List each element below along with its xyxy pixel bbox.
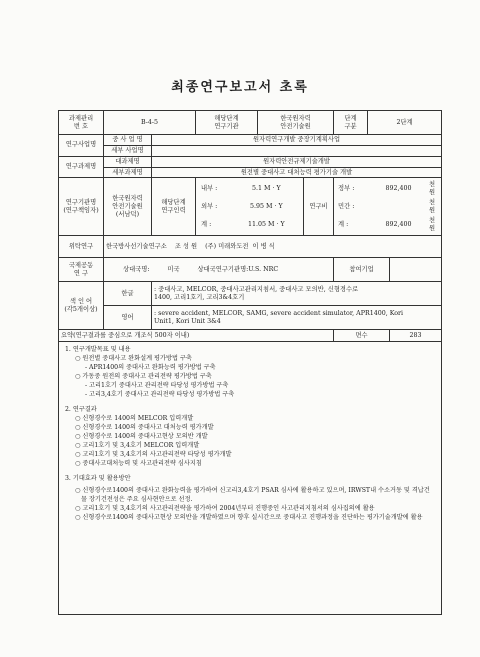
report-title: 최종연구보고서 초록 [171, 80, 309, 95]
cost-values [334, 178, 442, 236]
section-3-item: ○ 신형경수로1400의 중대사고현상 모의반을 개발하였으며 향후 실시간으로 중대사고 진행과정을 진단하는 평가기술개발에 활용 [75, 514, 423, 522]
project-sub-value: 원전별 중대사고 대처능력 평가기술 개발 [152, 167, 442, 178]
project-main-value: 원자력안전규제기술개발 [152, 156, 442, 167]
abstract-form-table [58, 110, 442, 615]
intl-agency-value: 상대국연구기관명:U.S. NRC [196, 258, 334, 282]
agency-value: 한국원자력 안전기술원 [258, 111, 334, 135]
program-row-1 [59, 135, 442, 146]
consign-row [59, 236, 442, 258]
cost-total-label: 계 : [338, 221, 349, 228]
program-row-2 [59, 145, 442, 156]
program-detail-value [152, 145, 442, 156]
intl-label: 국제공동 연 구 [59, 258, 104, 282]
external-label: 외부 : [201, 203, 218, 210]
keywords-label: 색 인 어 (각5개이상) [59, 282, 104, 330]
section-3-title: 3. 기대효과 및 활용방안 [65, 475, 131, 483]
intl-country-value: 미국 [152, 258, 196, 282]
section-2-item: ○ 중대사고대처능력 및 사고관리전략 심사지침 [75, 460, 202, 468]
project-sub-label: 세부과제명 [104, 167, 152, 178]
keywords-en-row [59, 306, 442, 330]
cost-total-value: 892,400 [385, 221, 412, 228]
org-row [59, 178, 442, 236]
abstract-body [59, 342, 442, 615]
personnel-total-value: 11.05 M · Y [248, 221, 285, 228]
program-label: 연구사업명 [59, 135, 104, 157]
pages-label: 면수 [334, 330, 390, 342]
participant-label: 참여기업 [334, 258, 390, 282]
stage-value: 2단계 [368, 111, 442, 135]
private-label: 민간 : [338, 203, 355, 210]
gov-unit: 천 원 [429, 181, 436, 196]
section-2-item: ○ 신형경수로 1400의 중대사고현상 모의반 개발 [75, 433, 208, 441]
keywords-ko-label: 한글 [104, 282, 152, 306]
keywords-ko-value: : 중대사고, MELCOR, 중대사고관리지침서, 중대사고 모의반, 신형경수로 1400, 고리1호기, 고리3&4호기 [152, 282, 442, 306]
internal-value: 5.1 M · Y [252, 185, 281, 192]
project-label: 연구과제명 [59, 156, 104, 178]
section-2-item: ○ 고리1호기 및 3,4호기의 사고관리전략 타당성 평가개발 [75, 451, 232, 459]
personnel-label: 해당단계 연구인력 [152, 178, 196, 236]
keywords-ko-row [59, 282, 442, 306]
header-row [59, 111, 442, 135]
gov-value: 892,400 [385, 185, 412, 192]
keywords-en-value: : severe accident, MELCOR, SAMG, severe accident simulator, APR1400, Kori Unit1, Kori Unit 3&4 [152, 306, 442, 330]
intl-row [59, 258, 442, 282]
pages-value: 283 [390, 330, 442, 342]
section-1-title: 1. 연구개발목표 및 내용 [65, 346, 131, 354]
section-1-item: - APR1400의 중대사고 완화능력 평가방법 구축 [85, 364, 216, 372]
summary-header-label: 요약(연구결과를 중심으로 개조식 500자 이내) [59, 330, 334, 342]
summary-header-row [59, 330, 442, 342]
agency-label: 해당단계 연구기관 [196, 111, 258, 135]
private-unit: 천 원 [429, 199, 436, 214]
project-main-label: 대과제명 [104, 156, 152, 167]
project-row-2 [59, 167, 442, 178]
section-2-item: ○ 신형경수로 1400의 MELCOR 입력개발 [75, 415, 194, 423]
stage-label: 단계 구분 [334, 111, 368, 135]
section-2-title: 2. 연구결과 [65, 406, 97, 414]
mgmt-no-value: B-4-5 [104, 111, 196, 135]
program-mid-label: 중 사 업 명 [104, 135, 152, 146]
private-value [372, 198, 425, 216]
consign-value: 한국방사선기술연구소 조 성 원 (주) 미래와도전 이 병 식 [104, 236, 442, 258]
cost-total-unit: 천 원 [429, 217, 436, 232]
intl-country-label: 상대국명: [104, 258, 152, 282]
gov-label: 정부 : [338, 185, 355, 192]
section-1-item: ○ 가동중 원전의 중대사고 관리전략 평가방법 구축 [75, 373, 212, 381]
external-value: 5.95 M · Y [250, 203, 283, 210]
personnel-total-label: 계 : [201, 221, 212, 228]
section-2-item: ○ 신형경수로 1400의 중대사고 대처능력 평가개발 [75, 424, 214, 432]
section-3-item: ○ 고리1호기 및 3,4호기의 사고관리전략을 평가하여 2004년부터 진행중인 사고관리지침서의 심사집의에 활용 [75, 505, 375, 513]
cost-label: 연구비 [304, 178, 334, 236]
abstract-row [59, 342, 442, 615]
consign-label-cell: 위탁연구 [59, 236, 104, 258]
project-row-1 [59, 156, 442, 167]
section-1-item: - 고리3,4호기 중대사고 관리전략 타당성 평가방법 구축 [85, 391, 235, 399]
section-3-item: ○ 신형경수로1400의 중대사고 완화능력을 평가하여 신고리3,4호기 PSAR 심사에 활용하고 있으며, IRWST내 수소거동 및 격납건물 장기건전성은 주요 심사현안으로 선정. [75, 487, 430, 504]
section-1-item: - 고리1호기 중대사고 관리전략 타당성 평가방법 구축 [85, 382, 229, 390]
mgmt-no-label: 과제관리 번 호 [59, 111, 104, 135]
section-1-item: ○ 원전별 중대사고 완화설계 평가방법 구축 [75, 355, 192, 363]
org-label: 연구기관명 (연구책임자) [59, 178, 104, 236]
program-detail-label: 세부 사업명 [104, 145, 152, 156]
section-2-item: ○ 고리1호기 및 3,4호기 MELCOR 입력개발 [75, 442, 200, 450]
participant-value [390, 258, 442, 282]
personnel-values [196, 178, 304, 236]
program-mid-value: 원자력연구개발 중장기계획사업 [152, 135, 442, 146]
internal-label: 내부 : [201, 185, 218, 192]
keywords-en-label: 영어 [104, 306, 152, 330]
org-name: 한국원자력 안전기술원 (서남덕) [104, 178, 152, 236]
